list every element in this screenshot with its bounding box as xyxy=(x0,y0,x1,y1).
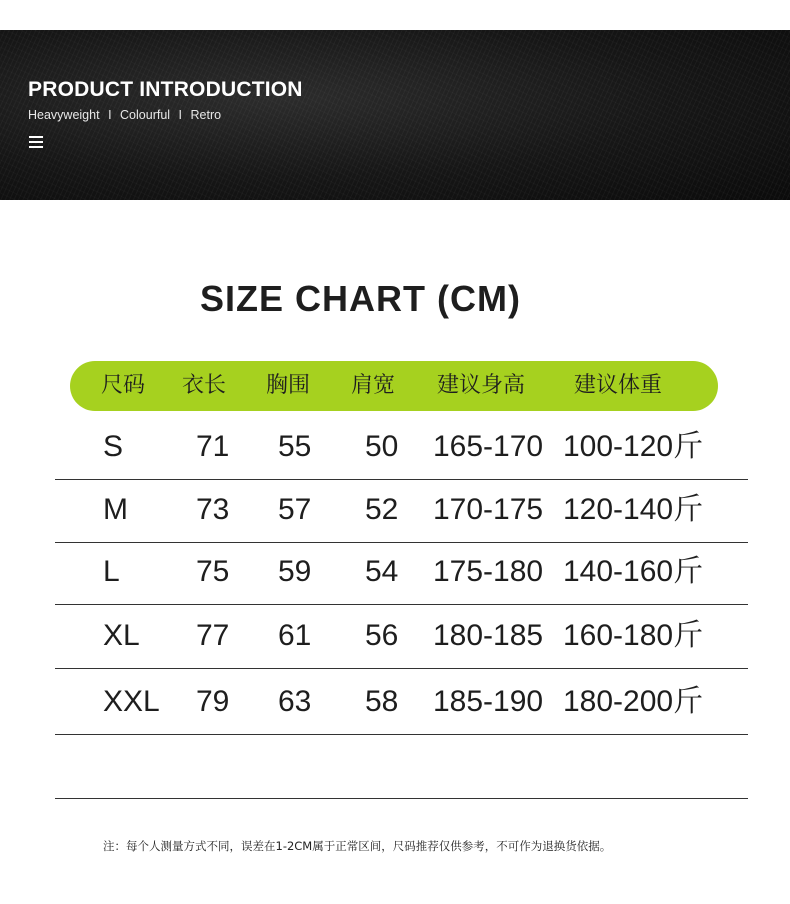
cell-size: M xyxy=(103,493,128,526)
banner xyxy=(0,30,790,200)
cell-weight: 120-140斤 xyxy=(563,493,704,526)
cell-chest: 61 xyxy=(278,619,312,652)
banner-tag: Heavyweight xyxy=(28,108,100,122)
table-bottom-rule xyxy=(55,798,748,799)
header-size: 尺码 xyxy=(101,373,146,398)
cell-weight: 140-160斤 xyxy=(563,555,704,588)
header-height: 建议身高 xyxy=(437,373,526,398)
cell-chest: 57 xyxy=(278,493,312,526)
chart-title: SIZE CHART (CM) xyxy=(200,278,521,319)
banner-title: PRODUCT INTRODUCTION xyxy=(28,78,303,101)
cell-shoulder: 56 xyxy=(365,619,399,652)
cell-height: 170-175 xyxy=(433,493,544,526)
header-chest: 胸围 xyxy=(266,373,311,398)
cell-size: S xyxy=(103,430,124,463)
tag-separator: I xyxy=(108,108,112,122)
cell-shoulder: 54 xyxy=(365,555,399,588)
cell-height: 185-190 xyxy=(433,685,544,718)
table-header xyxy=(70,361,718,411)
cell-height: 165-170 xyxy=(433,430,544,463)
cell-size: XL xyxy=(103,619,140,652)
header-weight: 建议体重 xyxy=(574,373,663,398)
table-row xyxy=(55,671,748,735)
cell-height: 175-180 xyxy=(433,555,544,588)
cell-length: 79 xyxy=(196,685,230,718)
cell-shoulder: 50 xyxy=(365,430,399,463)
cell-size: L xyxy=(103,555,120,588)
header-shoulder: 肩宽 xyxy=(351,373,396,398)
table-row xyxy=(55,541,748,605)
row-divider xyxy=(55,668,748,669)
table-row xyxy=(55,605,748,669)
header-length: 衣长 xyxy=(182,373,227,398)
cell-chest: 55 xyxy=(278,430,312,463)
row-divider xyxy=(55,734,748,735)
cell-weight: 180-200斤 xyxy=(563,685,704,718)
cell-chest: 63 xyxy=(278,685,312,718)
cell-weight: 160-180斤 xyxy=(563,619,704,652)
cell-shoulder: 58 xyxy=(365,685,399,718)
cell-length: 75 xyxy=(196,555,230,588)
banner-tags xyxy=(28,108,221,122)
cell-length: 71 xyxy=(196,430,230,463)
banner-tag: Colourful xyxy=(120,108,171,122)
table-row xyxy=(55,479,748,543)
cell-height: 180-185 xyxy=(433,619,544,652)
table-row xyxy=(55,416,748,480)
cell-length: 77 xyxy=(196,619,230,652)
hamburger-menu-icon[interactable] xyxy=(29,136,43,148)
cell-length: 73 xyxy=(196,493,230,526)
cell-shoulder: 52 xyxy=(365,493,399,526)
banner-tag: Retro xyxy=(190,108,222,122)
cell-weight: 100-120斤 xyxy=(563,430,704,463)
cell-chest: 59 xyxy=(278,555,312,588)
measurement-note: 注：每个人测量方式不同，误差在1-2CM属于正常区间，尺码推荐仅供参考，不可作为退换货依据。 xyxy=(103,839,612,853)
cell-size: XXL xyxy=(103,685,160,718)
tag-separator: I xyxy=(178,108,183,122)
